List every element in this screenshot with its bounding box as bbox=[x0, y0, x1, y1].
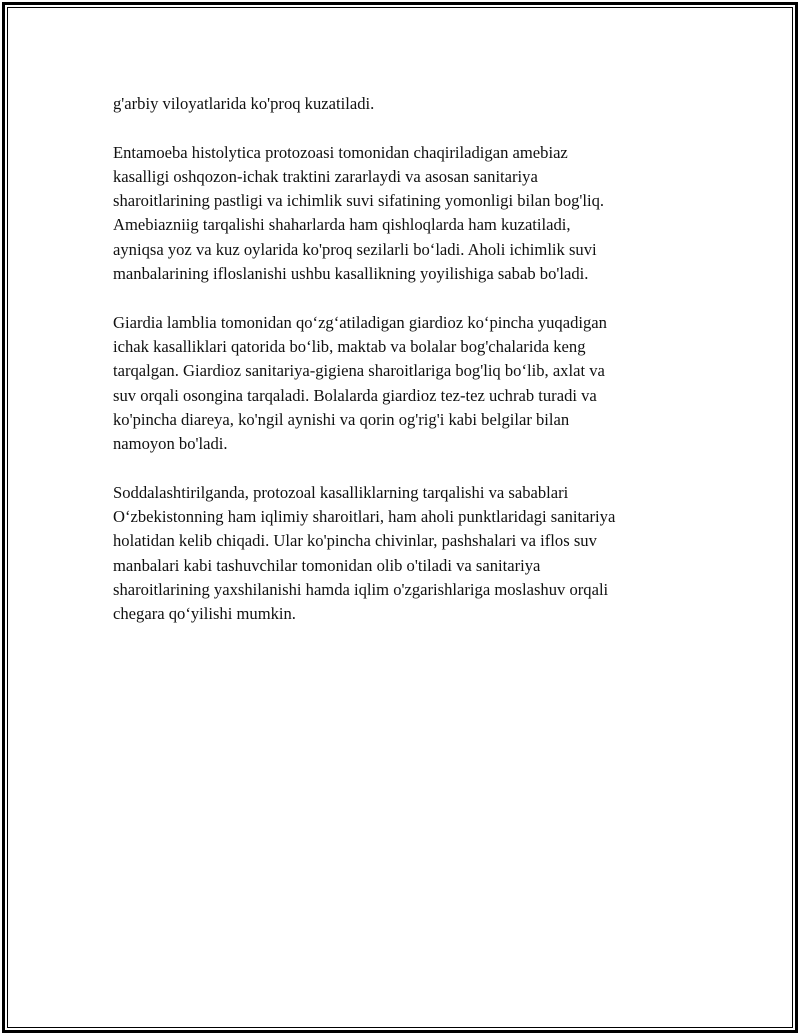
paragraph-intro-fragment: g'arbiy viloyatlarida ko'proq kuzatiladi. bbox=[113, 94, 375, 113]
paragraph-summary: Soddalashtirilganda, protozoal kasalliklarning tarqalishi va sabablari O‘zbekistonning ham iqlimiy sharoitlari, ham aholi punktlaridagi sanitariya holatidan kelib chiqadi. Ular ko'pincha chivinlar, pashshalari va iflos suv manbalari kabi tashuvchilar tomonidan olib o'tiladi va sanitariya sharoitlarining yaxshilanishi hamda iqlim o'zgarishlariga moslashuv orqali chegara qo‘yilishi mumkin. bbox=[113, 482, 616, 624]
paragraph-giardiasis: Giardia lamblia tomonidan qo‘zg‘atiladigan giardioz ko‘pincha yuqadigan ichak kasalliklari qatorida bo‘lib, maktab va bolalar bog'chalarida keng tarqalgan. Giardioz sanitariya-gigiena sharoitlariga bog'liq bo‘lib, axlat va suv orqali osongina tarqaladi. Bolalarda giardioz tez-tez uchrab turadi va ko'pincha diareya, ko'ngil aynishi va qorin og'rig'i kabi belgilar bilan namoyon bo'ladi. bbox=[113, 312, 607, 454]
document-body bbox=[113, 92, 683, 651]
paragraph-amebiasis: Entamoeba histolytica protozoasi tomonidan chaqiriladigan amebiaz kasalligi oshqozon-ichak traktini zararlaydi va asosan sanitariya sharoitlarining pastligi va ichimlik suvi sifatining yomonligi bilan bog'liq. Amebiazniig tarqalishi shaharlarda ham qishloqlarda ham kuzatiladi, ayniqsa yoz va kuz oylarida ko'proq sezilarli bo‘ladi. Aholi ichimlik suvi manbalarining ifloslanishi ushbu kasallikning yoyilishiga sabab bo'ladi. bbox=[113, 142, 605, 284]
